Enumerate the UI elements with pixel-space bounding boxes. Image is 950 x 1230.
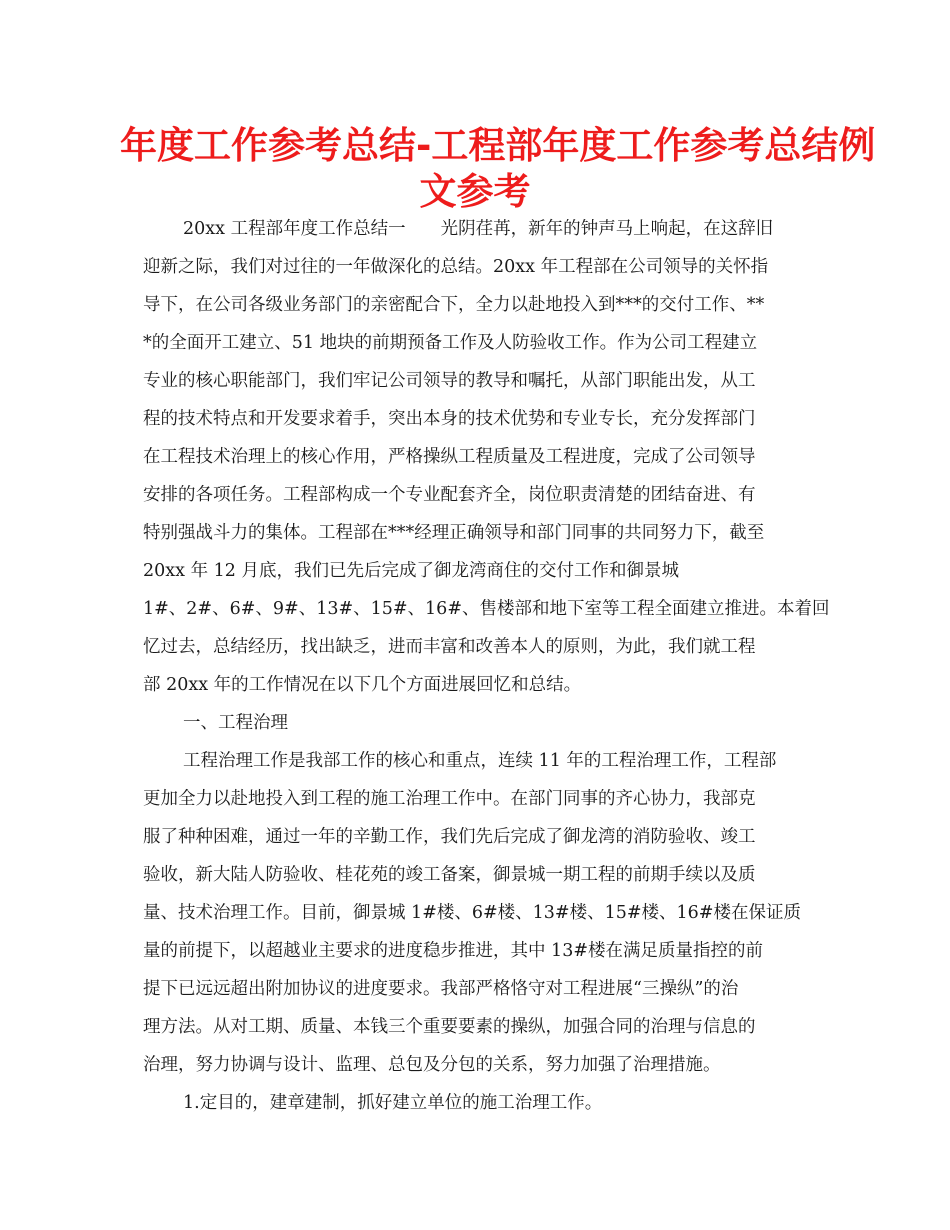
body-line: 理方法。从对工期、质量、本钱三个重要要素的操纵，加强合同的治理与信息的 (143, 1017, 756, 1037)
body-line: 安排的各项任务。工程部构成一个专业配套齐全，岗位职责清楚的团结奋进、有 (143, 485, 756, 505)
body-line: 程的技术特点和开发要求着手，突出本身的技术优势和专业专长，充分发挥部门 (143, 409, 756, 429)
body-line: 量、技术治理工作。目前，御景城 1#楼、6#楼、13#楼、15#楼、16#楼在保证质 (143, 903, 801, 923)
body-line: 1#、2#、6#、9#、13#、15#、16#、售楼部和地下室等工程全面建立推进。本着回 (143, 599, 830, 619)
body-line: 忆过去，总结经历，找出缺乏，进而丰富和改善本人的原则，为此，我们就工程 (143, 637, 756, 657)
body-line: 20xx 工程部年度工作总结一 光阴荏苒，新年的钟声马上响起，在这辞旧 (183, 219, 774, 239)
body-line: *的全面开工建立、51 地块的前期预备工作及人防验收工作。作为公司工程建立 (143, 333, 758, 353)
body-line: 部 20xx 年的工作情况在以下几个方面进展回忆和总结。 (143, 675, 582, 695)
body-line: 治理，努力协调与设计、监理、总包及分包的关系，努力加强了治理措施。 (143, 1055, 721, 1075)
body-line: 专业的核心职能部门，我们牢记公司领导的教导和嘱托，从部门职能出发，从工 (143, 371, 756, 391)
body-line: 量的前提下，以超越业主要求的进度稳步推进，其中 13#楼在满足质量指控的前 (143, 941, 763, 961)
body-line: 迎新之际，我们对过往的一年做深化的总结。20xx 年工程部在公司领导的关怀指 (143, 257, 769, 277)
section-heading: 一、工程治理 (183, 713, 288, 733)
body-line: 导下，在公司各级业务部门的亲密配合下，全力以赴地投入到***的交付工作、** (143, 295, 765, 315)
document-title-line-2: 文参考 (419, 170, 531, 213)
document-title-line-1: 年度工作参考总结-工程部年度工作参考总结例 (120, 124, 876, 167)
body-line: 20xx 年 12 月底，我们已先后完成了御龙湾商住的交付工作和御景城 (143, 561, 679, 581)
body-line: 服了种种困难，通过一年的辛勤工作，我们先后完成了御龙湾的消防验收、竣工 (143, 827, 756, 847)
body-line: 提下已远远超出附加协议的进度要求。我部严格恪守对工程进展“三操纵”的治 (143, 979, 739, 999)
body-line: 验收，新大陆人防验收、桂花苑的竣工备案，御景城一期工程的前期手续以及质 (143, 865, 756, 885)
body-line: 在工程技术治理上的核心作用，严格操纵工程质量及工程进度，完成了公司领导 (143, 447, 756, 467)
subsection-heading: 1.定目的，建章建制，抓好建立单位的施工治理工作。 (183, 1093, 603, 1113)
body-line: 工程治理工作是我部工作的核心和重点，连续 11 年的工程治理工作，工程部 (183, 751, 777, 771)
body-line: 特别强战斗力的集体。工程部在***经理正确领导和部门同事的共同努力下，截至 (143, 523, 765, 543)
body-line: 更加全力以赴地投入到工程的施工治理工作中。在部门同事的齐心协力，我部克 (143, 789, 756, 809)
